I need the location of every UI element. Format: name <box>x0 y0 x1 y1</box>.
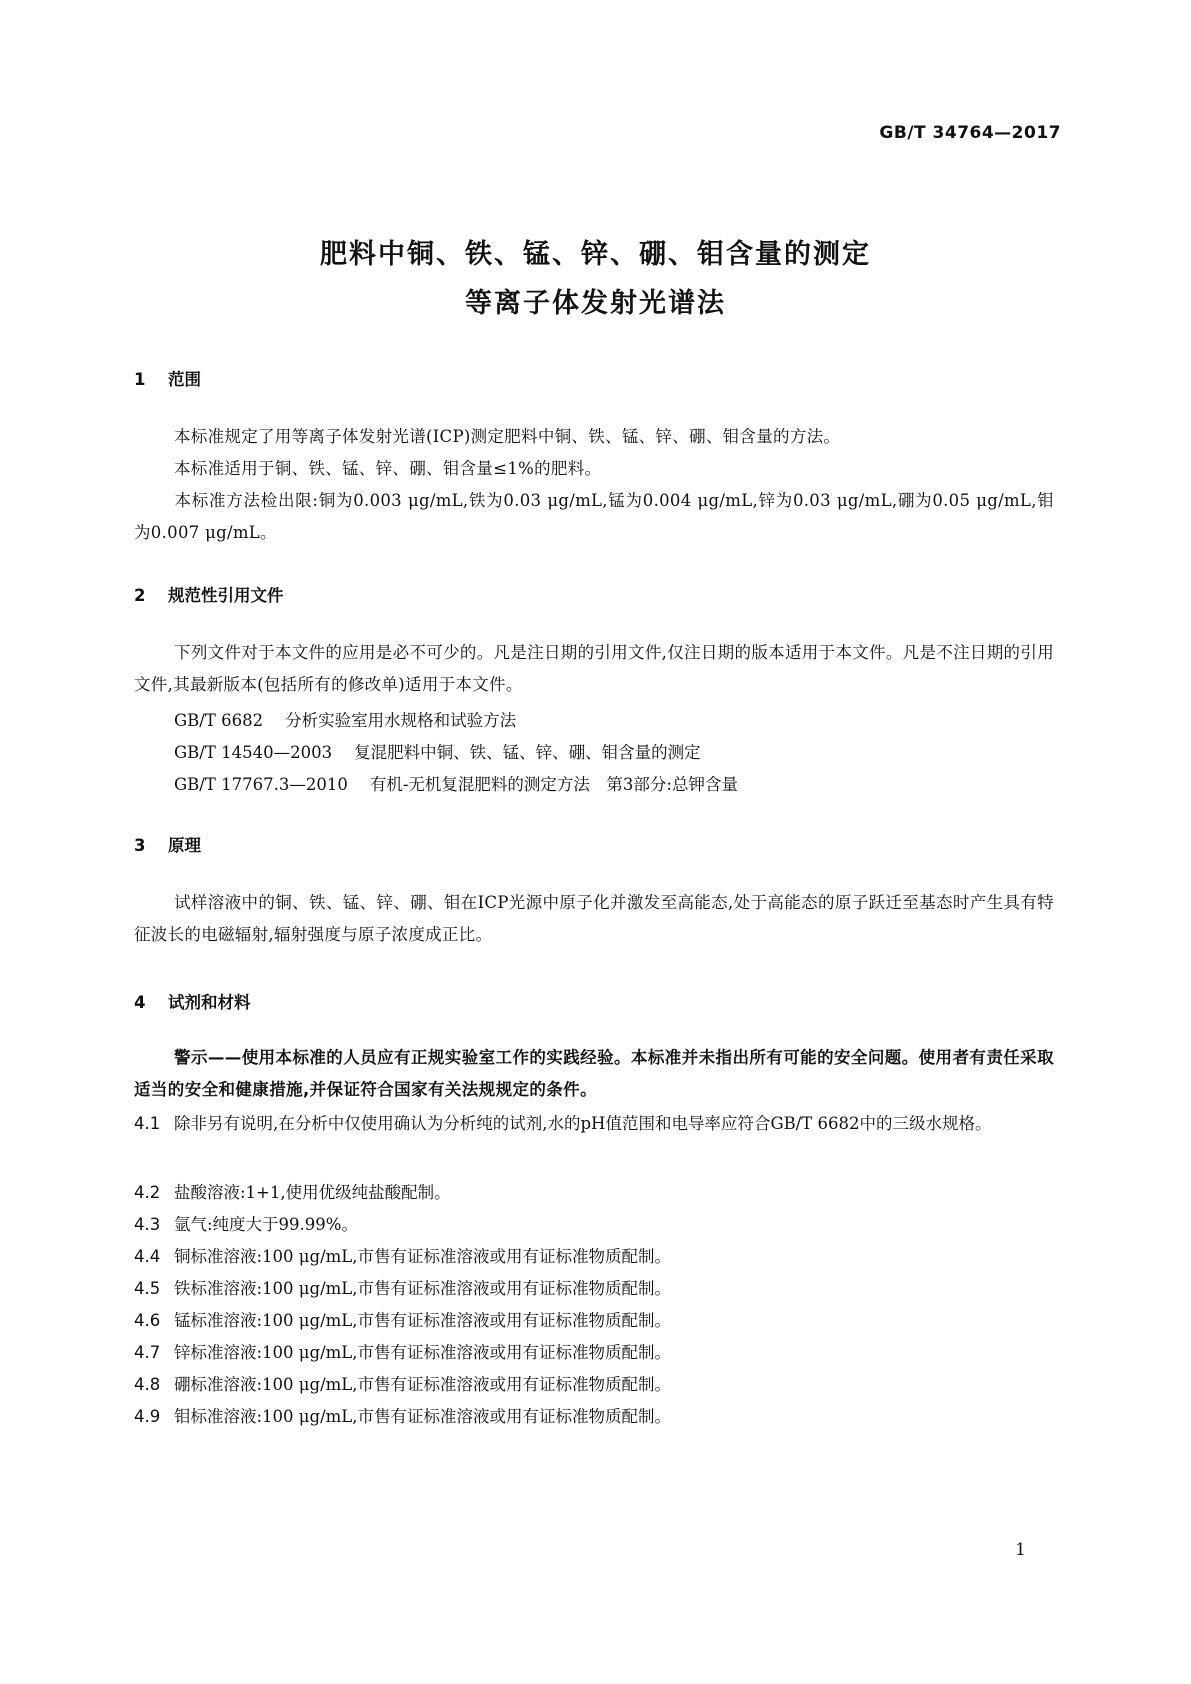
section-3-paragraph: 试样溶液中的铜、铁、锰、锌、硼、钼在ICP光源中原子化并激发至高能态,处于高能态的原子跃迁至基态时产生具有特征波长的电磁辐射,辐射强度与原子浓度成正比。 <box>134 893 1054 944</box>
reference-title: 分析实验室用水规格和试验方法 <box>285 711 517 730</box>
section-number: 2 <box>134 586 146 605</box>
reference-title: 复混肥料中铜、铁、锰、锌、硼、钼含量的测定 <box>354 743 701 762</box>
list-item <box>134 1108 1054 1140</box>
section-2-heading <box>134 582 284 606</box>
reference-code: GB/T 14540—2003 <box>174 743 333 762</box>
item-number: 4.5 <box>134 1279 161 1298</box>
item-text: 除非另有说明,在分析中仅使用确认为分析纯的试剂,水的pH值范围和电导率应符合GB/T 6682中的三级水规格。 <box>174 1114 992 1133</box>
item-text: 铜标准溶液:100 μg/mL,市售有证标准溶液或用有证标准物质配制。 <box>174 1247 671 1266</box>
section-1-paragraph-3: 本标准方法检出限:铜为0.003 μg/mL,铁为0.03 μg/mL,锰为0.004 μg/mL,锌为0.03 μg/mL,硼为0.05 μg/mL,钼为0.007 μg/mL。 <box>134 491 1054 542</box>
document-title-line1: 肥料中铜、铁、锰、锌、硼、钼含量的测定 <box>320 239 871 270</box>
list-item <box>134 1179 451 1203</box>
list-item <box>134 1307 671 1331</box>
item-text: 盐酸溶液:1+1,使用优级纯盐酸配制。 <box>174 1183 451 1202</box>
normative-reference <box>174 771 738 795</box>
list-item <box>134 1403 671 1427</box>
list-item <box>134 1371 671 1395</box>
item-number: 4.4 <box>134 1247 161 1266</box>
normative-reference <box>174 739 701 763</box>
normative-reference <box>174 707 516 731</box>
section-number: 4 <box>134 993 146 1012</box>
item-text: 钼标准溶液:100 μg/mL,市售有证标准溶液或用有证标准物质配制。 <box>174 1407 671 1426</box>
item-number: 4.7 <box>134 1343 161 1362</box>
reference-title: 有机-无机复混肥料的测定方法 第3部分:总钾含量 <box>369 775 738 794</box>
section-title: 范围 <box>168 370 201 389</box>
section-number: 3 <box>134 836 146 855</box>
list-item <box>134 1243 671 1267</box>
item-number: 4.6 <box>134 1311 161 1330</box>
list-item <box>134 1339 671 1363</box>
section-2-intro: 下列文件对于本文件的应用是必不可少的。凡是注日期的引用文件,仅注日期的版本适用于本文件。凡是不注日期的引用文件,其最新版本(包括所有的修改单)适用于本文件。 <box>134 643 1054 694</box>
section-number: 1 <box>134 370 146 389</box>
section-1-paragraph-1: 本标准规定了用等离子体发射光谱(ICP)测定肥料中铜、铁、锰、锌、硼、钼含量的方法。 <box>174 427 841 446</box>
safety-warning: 警示——使用本标准的人员应有正规实验室工作的实践经验。本标准并未指出所有可能的安全问题。使用者有责任采取适当的安全和健康措施,并保证符合国家有关法规规定的条件。 <box>134 1048 1054 1099</box>
list-item <box>134 1275 671 1299</box>
item-text: 氩气:纯度大于99.99%。 <box>174 1215 358 1234</box>
item-number: 4.1 <box>134 1114 161 1133</box>
section-title: 规范性引用文件 <box>168 586 284 605</box>
section-title: 原理 <box>168 836 201 855</box>
item-number: 4.9 <box>134 1407 161 1426</box>
item-text: 硼标准溶液:100 μg/mL,市售有证标准溶液或用有证标准物质配制。 <box>174 1375 671 1394</box>
page-number: 1 <box>1015 1540 1026 1560</box>
item-number: 4.8 <box>134 1375 161 1394</box>
item-number: 4.2 <box>134 1183 161 1202</box>
item-text: 锌标准溶液:100 μg/mL,市售有证标准溶液或用有证标准物质配制。 <box>174 1343 671 1362</box>
section-1-paragraph-2: 本标准适用于铜、铁、锰、锌、硼、钼含量≤1%的肥料。 <box>174 459 602 478</box>
section-1-heading <box>134 366 201 390</box>
section-4-heading <box>134 989 251 1013</box>
document-title-line2: 等离子体发射光谱法 <box>465 288 726 319</box>
list-item <box>134 1211 358 1235</box>
item-text: 锰标准溶液:100 μg/mL,市售有证标准溶液或用有证标准物质配制。 <box>174 1311 671 1330</box>
reference-code: GB/T 17767.3—2010 <box>174 775 348 794</box>
item-number: 4.3 <box>134 1215 161 1234</box>
standard-code: GB/T 34764—2017 <box>879 123 1061 143</box>
section-title: 试剂和材料 <box>168 993 251 1012</box>
section-3-heading <box>134 832 201 856</box>
item-text: 铁标准溶液:100 μg/mL,市售有证标准溶液或用有证标准物质配制。 <box>174 1279 671 1298</box>
reference-code: GB/T 6682 <box>174 711 264 730</box>
